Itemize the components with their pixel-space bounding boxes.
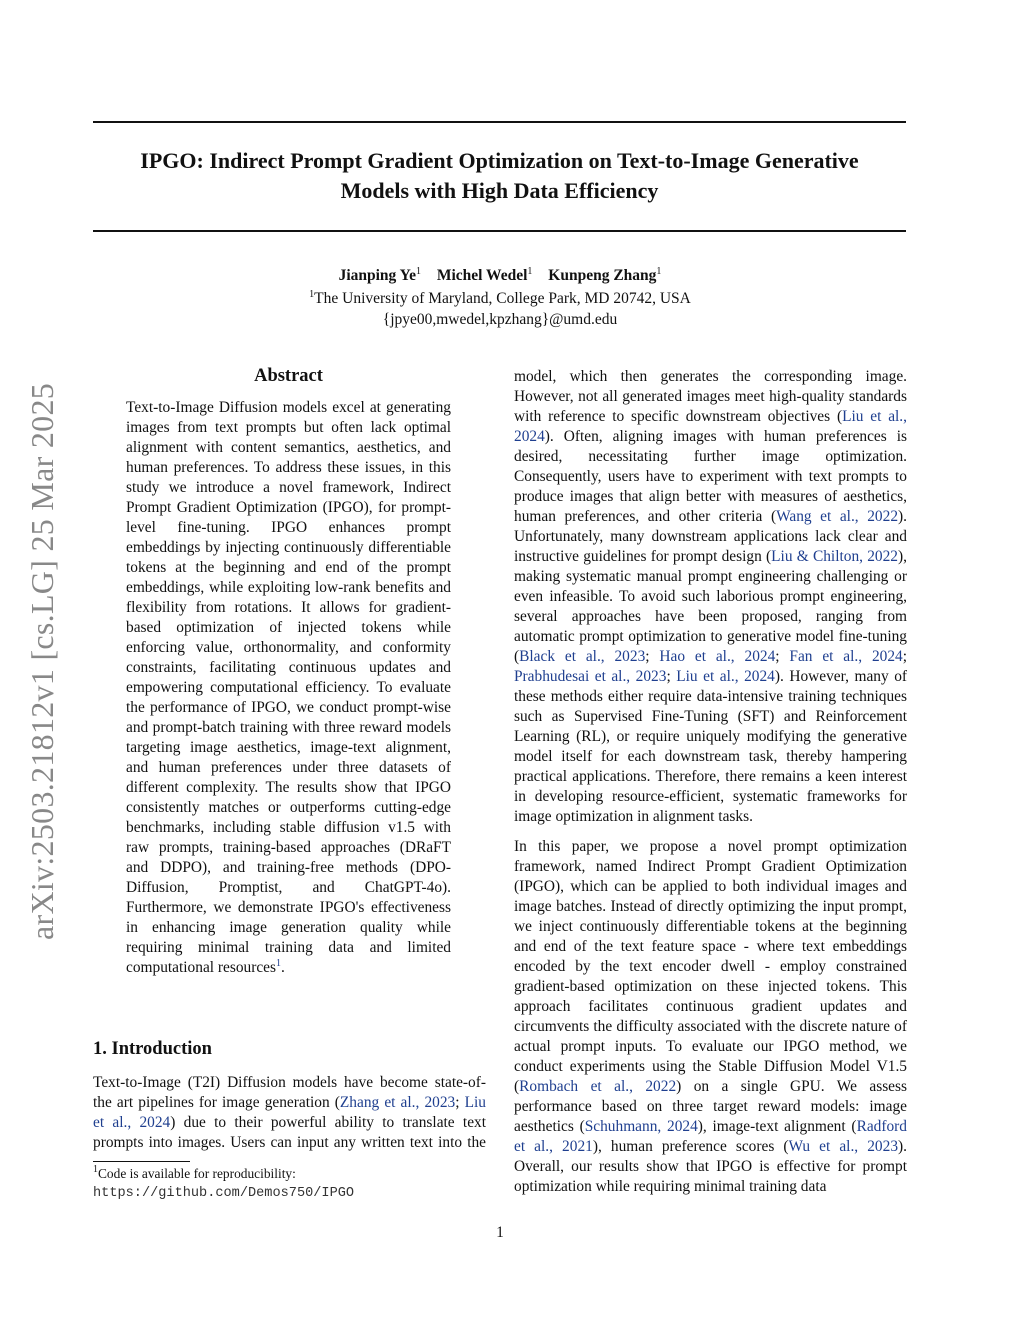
footnote-rule xyxy=(93,1161,190,1162)
abstract-body: Text-to-Image Diffusion models excel at generating images from text prompts but often lack optimal alignment with content semantics, aesthetics, and human preferences. To address these issues, in this study we introduce a novel framework, Indirect Prompt Gradient Optimization (IPGO), for prompt-level fine-tuning. IPGO enhances prompt embeddings by injecting continuously differentiable tokens at the beginning and end of the prompt embeddings, while exploiting low-rank benefits and flexibility from rotations. It allows for gradient-based optimization of injected tokens while enforcing value, orthonormality, and conformity constraints, facilitating continuous updates and empowering computational efficiency. To evaluate the performance of IPGO, we conduct prompt-wise and prompt-batch training with three reward models targeting image aesthetics, image-text alignment, and human preferences under three datasets of different complexity. The results show that IPGO consistently matches or outperforms cutting-edge benchmarks, including stable diffusion v1.5 with raw prompts, training-based approaches (DRaFT and DDPO), and training-free methods (DPO-Diffusion, Promptist, and ChatGPT-4o). Furthermore, we demonstrate IPGO's effectiveness in enhancing image generation quality while requiring minimal training data and limited computational resources$^1$. xyxy=(126,399,451,976)
citation-link[interactable]: Radford et al., 2021 xyxy=(514,1118,907,1155)
footnote: $^1$Code is available for reproducibility: https://github.com/Demos750/IPGO xyxy=(93,1164,355,1201)
citation-link[interactable]: Rombach et al., 2022 xyxy=(519,1078,677,1095)
title-line-1: IPGO: Indirect Prompt Gradient Optimization on Text-to-Image Generative xyxy=(140,148,859,173)
citation-link[interactable]: Liu & Chilton, 2022 xyxy=(771,548,899,565)
author-name: Kunpeng Zhang$^1$ xyxy=(548,266,662,284)
arxiv-sidebar-stamp: arXiv:2503.21812v1 [cs.LG] 25 Mar 2025 xyxy=(24,382,60,940)
footnote-ref[interactable]: 1 xyxy=(276,958,282,969)
intro-column-left: Text-to-Image (T2I) Diffusion models have become state-of-the art pipelines for image generation (Zhang et al., 2023; Liu et al., 2024) due to their powerful ability to translate text prompts into images. Users can input any written text into the xyxy=(93,1074,486,1151)
citation-link[interactable]: Liu et al., 2024 xyxy=(676,668,775,685)
intro-column-right xyxy=(514,367,907,1196)
author-emails: {jpye00,mwedel,kpzhang}@umd.edu xyxy=(382,311,618,328)
title-bottom-rule xyxy=(93,230,906,232)
paper-title xyxy=(93,146,906,206)
author-name: Jianping Ye$^1$ xyxy=(338,266,421,284)
citation-link[interactable]: Liu et al., 2024 xyxy=(93,1094,486,1131)
citation-link[interactable]: Wu et al., 2023 xyxy=(788,1138,899,1155)
citation-link[interactable]: Fan et al., 2024 xyxy=(789,648,903,665)
intro-paragraph-2: In this paper, we propose a novel prompt optimization framework, named Indirect Prompt Gradient Optimization (IPGO), which can be applied to both individual images and image batches. Instead of directly optimizing the input prompt, we inject continuously differentiable tokens at the beginning and end of the text feature space - where text embeddings encoded by the text encoder dwell - employ constrained gradient-based optimization on these injected tokens. This approach facilitates continuous gradient updates and circumvents the difficulty associated with the discrete nature of actual prompt inputs. To evaluate our IPGO method, we conduct experiments using the Stable Diffusion Model V1.5 (Rombach et al., 2022) on a single GPU. We assess performance based on three target reward models: image aesthetics (Schuhmann, 2024), image-text alignment (Radford et al., 2021), human preference scores (Wu et al., 2023). Overall, our results show that IPGO is effective for prompt optimization while requiring minimal training data xyxy=(514,838,907,1195)
page-number: 1 xyxy=(496,1224,504,1241)
citation-link[interactable]: Black et al., 2023 xyxy=(519,648,646,665)
code-repo-link[interactable]: https://github.com/Demos750/IPGO xyxy=(93,1186,355,1201)
title-line-2: Models with High Data Efficiency xyxy=(340,178,659,203)
citation-link[interactable]: Wang et al., 2022 xyxy=(776,508,899,525)
author-name: Michel Wedel$^1$ xyxy=(436,266,533,284)
citation-link[interactable]: Hao et al., 2024 xyxy=(659,648,776,665)
citation-link[interactable]: Liu et al., 2024 xyxy=(514,408,907,445)
title-top-rule xyxy=(93,121,906,123)
introduction-heading: 1. Introduction xyxy=(93,1039,212,1059)
intro-paragraph-1: model, which then generates the corresponding image. However, not all generated images meet high-quality standards with reference to specific downstream objectives (Liu et al., 2024). Often, aligning images with human preferences is desired, necessitating further image optimization. Consequently, users have to experiment with text prompts to produce images that align better with measures of aesthetics, human preferences, and other criteria (Wang et al., 2022). Unfortunately, many downstream applications lack clear and instructive guidelines for prompt design (Liu & Chilton, 2022), making systematic manual prompt engineering challenging or even infeasible. To avoid such laborious prompt engineering, several approaches have been proposed, ranging from automatic prompt optimization to generative model fine-tuning (Black et al., 2023; Hao et al., 2024; Fan et al., 2024; Prabhudesai et al., 2023; Liu et al., 2024). However, many of these methods either require data-intensive training techniques such as Supervised Fine-Tuning (SFT) and Reinforcement Learning (RL), or require uniquely modifying the generative model itself for each downstream task, thereby hampering practical applications. Therefore, there remains a keen interest in developing resource-efficient, systematic frameworks for image optimization in alignment tasks. xyxy=(514,368,907,825)
author-list xyxy=(0,266,1000,286)
citation-link[interactable]: Zhang et al., 2023 xyxy=(339,1094,456,1111)
citation-link[interactable]: Prabhudesai et al., 2023 xyxy=(514,668,667,685)
abstract-heading: Abstract xyxy=(254,366,323,386)
citation-link[interactable]: Schuhmann, 2024 xyxy=(584,1118,698,1135)
affiliation: $^1$The University of Maryland, College Park, MD 20742, USA xyxy=(309,289,691,307)
